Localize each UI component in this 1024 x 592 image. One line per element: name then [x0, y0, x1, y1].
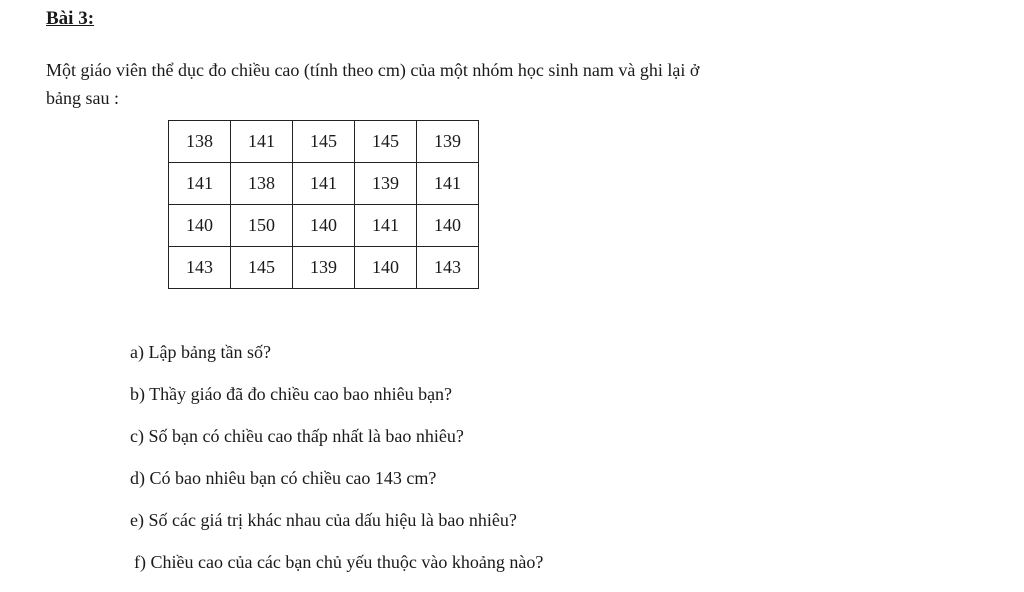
- question-b: b) Thầy giáo đã đo chiều cao bao nhiêu bạn?: [130, 384, 453, 404]
- problem-statement: [46, 56, 946, 112]
- table-cell: 141: [417, 163, 479, 205]
- table-cell: 140: [293, 205, 355, 247]
- table-cell: 145: [355, 121, 417, 163]
- question-list: [130, 340, 930, 592]
- table-row: [169, 205, 479, 247]
- question-f: f) Chiều cao của các bạn chủ yếu thuộc vào khoảng nào?: [134, 552, 544, 572]
- table-cell: 139: [355, 163, 417, 205]
- table-cell: 145: [293, 121, 355, 163]
- question-a: a) Lập bảng tần số?: [130, 342, 271, 362]
- table-cell: 140: [417, 205, 479, 247]
- problem-statement-line-1: Một giáo viên thể dục đo chiều cao (tính theo cm) của một nhóm học sinh nam và ghi lại ở: [46, 60, 700, 80]
- table-cell: 145: [231, 247, 293, 289]
- table-cell: 139: [293, 247, 355, 289]
- table-row: [169, 121, 479, 163]
- table-row: [169, 247, 479, 289]
- question-c: c) Số bạn có chiều cao thấp nhất là bao nhiêu?: [130, 426, 464, 446]
- table-cell: 140: [169, 205, 231, 247]
- table-cell: 141: [355, 205, 417, 247]
- table-cell: 138: [231, 163, 293, 205]
- table-cell: 138: [169, 121, 231, 163]
- problem-statement-line-2: bảng sau :: [46, 88, 119, 108]
- table-cell: 141: [169, 163, 231, 205]
- exercise-title: Bài 3:: [46, 8, 95, 29]
- height-data-table: [168, 120, 479, 289]
- table-cell: 140: [355, 247, 417, 289]
- table-cell: 143: [417, 247, 479, 289]
- question-d: d) Có bao nhiêu bạn có chiều cao 143 cm?: [130, 468, 437, 488]
- question-e: e) Số các giá trị khác nhau của dấu hiệu là bao nhiêu?: [130, 510, 517, 530]
- table-cell: 139: [417, 121, 479, 163]
- table-row: [169, 163, 479, 205]
- table-cell: 141: [231, 121, 293, 163]
- table-cell: 150: [231, 205, 293, 247]
- table-cell: 143: [169, 247, 231, 289]
- table-cell: 141: [293, 163, 355, 205]
